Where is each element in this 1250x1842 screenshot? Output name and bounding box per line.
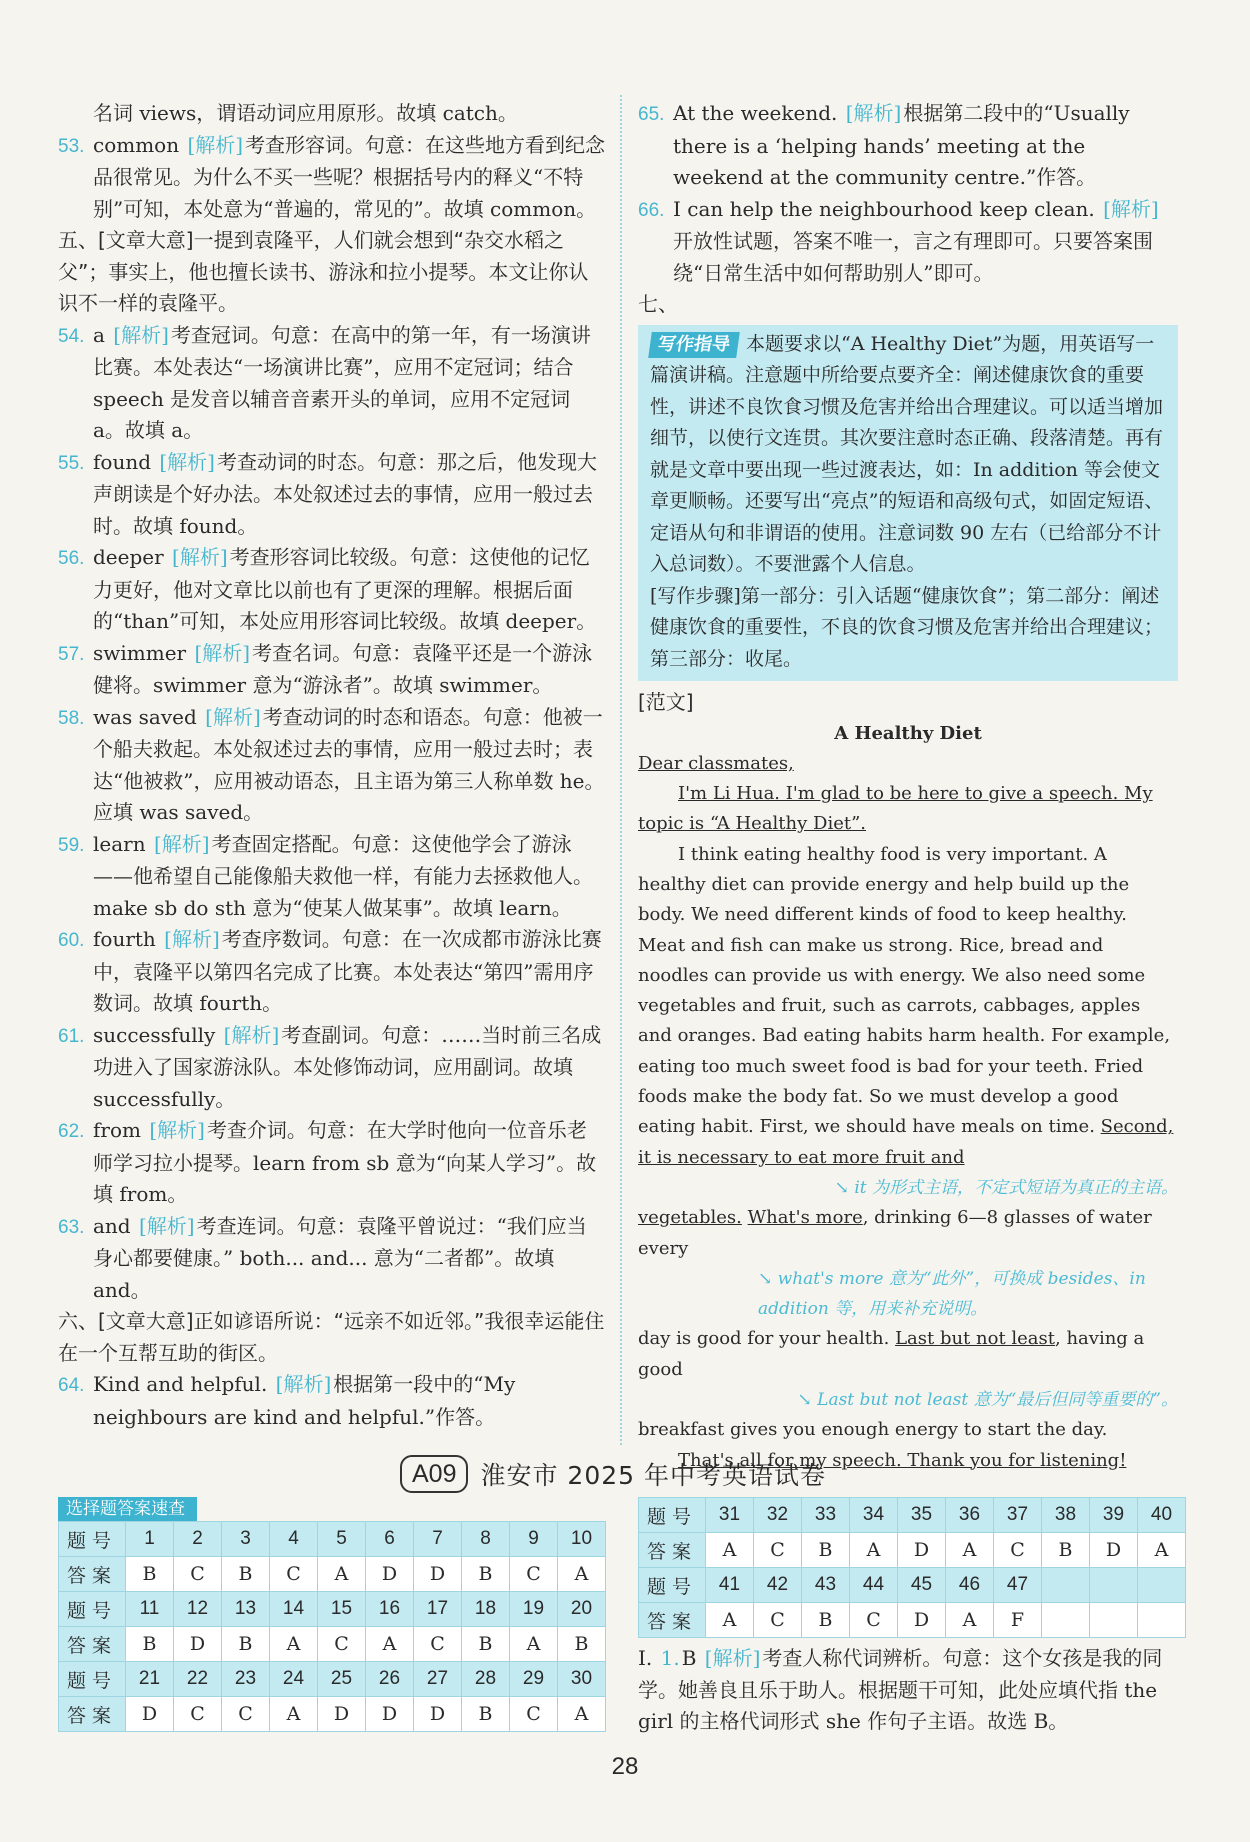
question-number-cell: 34 [850,1498,898,1533]
question-number-cell: 12 [174,1592,222,1627]
answer-cell: A [706,1603,754,1638]
answer-55: 55. found [解析] 考查动词的时态。句意：那之后，他发现大声朗读是个好办法。本处叙述过去的事情，应用一般过去时。故填 found。 [58,449,597,538]
question-number-cell: 22 [174,1662,222,1697]
question-number-cell: 1 [126,1522,174,1557]
answer-cell: C [318,1627,366,1662]
answer-cell: D [318,1697,366,1732]
answer-row [59,1627,606,1662]
question-number-cell: 26 [366,1662,414,1697]
answer-cell: D [174,1627,222,1662]
answer-58: 58. was saved [解析] 考查动词的时态和语态。句意：他被一个船夫救起。本处叙述过去的事情，应用一般过去时；表达“他被救”，应用被动语态，且主语为第三人称单数 he。应填 was saved。 [58,704,605,824]
question-number-row [59,1662,606,1697]
answer-cell: A [270,1627,318,1662]
answer-cell: D [414,1697,462,1732]
answer-cell: C [174,1697,222,1732]
answer-cell: A [558,1557,606,1592]
answer-cell: B [1042,1533,1090,1568]
writing-guide-box [638,325,1178,682]
answer-header: 答案 [59,1557,126,1592]
answer-cell: D [1090,1533,1138,1568]
question-number-cell: 30 [558,1662,606,1697]
answer-cell: B [802,1533,850,1568]
question-number-cell: 3 [222,1522,270,1557]
question-number-cell: 39 [1090,1498,1138,1533]
question-number-row [639,1568,1186,1603]
question-number-cell: 6 [366,1522,414,1557]
question-number-cell: 11 [126,1592,174,1627]
essay-note-1: ↘ it 为形式主语，不定式短语为真正的主语。 [834,1177,1178,1198]
answer-table-left [58,1521,606,1732]
answer-header: 答案 [639,1533,706,1568]
answer-cell: A [706,1533,754,1568]
question-number-cell: 40 [1138,1498,1186,1533]
question-number-cell [1090,1568,1138,1603]
answer-cell: A [318,1557,366,1592]
essay-paragraph-2-end: breakfast gives you enough energy to start the day. [638,1419,1108,1441]
question-number-cell: 13 [222,1592,270,1627]
essay-note-3: ↘ Last but not least 意为“最后但同等重要的”。 [797,1390,1178,1411]
answer-cell: B [802,1603,850,1638]
answer-56: 56. deeper [解析] 考查形容词比较级。句意：这使他的记忆力更好，他对文章比以前也有了更深的理解。根据后面的“than”可知，本处应用形容词比较级。故填 deeper。 [58,545,597,633]
answer-cell: C [510,1697,558,1732]
answer-cell: C [414,1627,462,1662]
answer-cell: A [946,1533,994,1568]
question-number-cell: 19 [510,1592,558,1627]
sample-essay [638,719,1178,1476]
answer-65: 65. At the weekend. [解析] 根据第二段中的“Usually there is a ‘helping hands’ meeting at the weekend at the community centre.”作答。 [638,101,1130,189]
answer-cell: F [994,1603,1042,1638]
section-7-label: 七、 [638,292,678,316]
question-number-cell: 18 [462,1592,510,1627]
question-number-header: 题号 [639,1498,706,1533]
answer-cell: A [366,1627,414,1662]
question-number-cell [1042,1568,1090,1603]
answer-cell: B [462,1557,510,1592]
question-number-cell: 41 [706,1568,754,1603]
answer-cell: B [558,1627,606,1662]
answer-cell: D [414,1557,462,1592]
essay-paragraph-2-cont-2: day is good for your health. Last but not least, having a good [638,1328,1145,1380]
answer-cell: B [462,1697,510,1732]
question-number-cell: 10 [558,1522,606,1557]
answer-cell: C [270,1557,318,1592]
question-number-cell: 32 [754,1498,802,1533]
answer-cell: A [1138,1533,1186,1568]
question-number-header: 题号 [59,1662,126,1697]
answer-row [59,1697,606,1732]
answer-cell: C [510,1557,558,1592]
question-number-cell: 28 [462,1662,510,1697]
question-number-row [639,1498,1186,1533]
question-number-header: 题号 [639,1568,706,1603]
exam-code: A09 [400,1455,468,1493]
answer-61: 61. successfully [解析] 考查副词。句意：……当时前三名成功进入了国家游泳队。本处修饰动词，应用副词。故填 successfully。 [58,1022,602,1111]
writing-steps-text: 第一部分：引入话题“健康饮食”；第二部分：阐述健康饮食的重要性，不良的饮食习惯及危害并给出合理建议；第三部分：收尾。 [650,584,1164,670]
right-column [638,98,1178,1476]
question-number-header: 题号 [59,1522,126,1557]
question-number-row [59,1592,606,1627]
answer-cell: A [558,1697,606,1732]
answer-cell: D [898,1603,946,1638]
question-number-cell: 4 [270,1522,318,1557]
section-5-summary: 五、[文章大意]一提到袁隆平，人们就会想到“杂交水稻之父”；事实上，他也擅长读书、游泳和拉小提琴。本文让你认识不一样的袁隆平。 [58,228,589,315]
question-number-cell: 42 [754,1568,802,1603]
essay-paragraph-2-cont: vegetables. What's more, drinking 6—8 glasses of water every [638,1207,1152,1259]
sample-essay-tag: [范文] [638,690,694,714]
question-number-cell: 5 [318,1522,366,1557]
question-number-cell: 2 [174,1522,222,1557]
question-number-cell: 33 [802,1498,850,1533]
question-number-cell: 20 [558,1592,606,1627]
question-number-cell: 46 [946,1568,994,1603]
answer-cell: A [510,1627,558,1662]
answer-cell: D [366,1697,414,1732]
answer-cell [1138,1603,1186,1638]
answer-cell: C [754,1533,802,1568]
question-number-cell: 29 [510,1662,558,1697]
essay-closing: That's all for my speech. Thank you for listening! [678,1449,1127,1471]
question-number-cell: 7 [414,1522,462,1557]
essay-paragraph-1: I'm Li Hua. I'm glad to be here to give a speech. My topic is “A Healthy Diet”. [638,783,1153,835]
question-number-cell: 36 [946,1498,994,1533]
answer-cell [1090,1603,1138,1638]
question-number-cell: 27 [414,1662,462,1697]
answer-62: 62. from [解析] 考查介词。句意：在大学时他向一位音乐老师学习拉小提琴。learn from sb 意为“向某人学习”。故填 from。 [58,1118,597,1206]
essay-note-2: ↘ what's more 意为“此外”，可换成 besides、in addition 等，用来补充说明。 [758,1268,1146,1320]
section-6-summary: 六、[文章大意]正如谚语所说：“远亲不如近邻。”我很幸运能住在一个互帮互助的街区。 [58,1309,605,1365]
answer-header: 答案 [59,1697,126,1732]
answer-59: 59. learn [解析] 考查固定搭配。句意：这使他学会了游泳——他希望自己能像船夫救他一样，有能力去拯救他人。make sb do sth 意为“使某人做某事”。故填 learn。 [58,831,593,920]
answer-cell: A [270,1697,318,1732]
answer-54: 54. a [解析] 考查冠词。句意：在高中的第一年，有一场演讲比赛。本处表达“一场演讲比赛”，应用不定冠词；结合 speech 是发音以辅音音素开头的单词，应用不定冠词 a。故填 a。 [58,322,591,442]
question-number-cell: 24 [270,1662,318,1697]
answer-63: 63. and [解析] 考查连词。句意：袁隆平曾说过：“我们应当身心都要健康。” both... and... 意为“二者都”。故填 and。 [58,1213,587,1302]
answer-cell: C [850,1603,898,1638]
answer-cell: B [222,1627,270,1662]
answer-header: 答案 [639,1603,706,1638]
answer-row [639,1603,1186,1638]
answer-cell: C [222,1697,270,1732]
question-number-cell: 45 [898,1568,946,1603]
continued-explanation: 名词 views，谓语动词应用原形。故填 catch。 [93,101,518,125]
question-number-cell: 15 [318,1592,366,1627]
answer-row [59,1557,606,1592]
essay-greeting: Dear classmates, [638,752,794,774]
answer-cell: B [126,1627,174,1662]
answer-cell: C [994,1533,1042,1568]
answer-cell: A [946,1603,994,1638]
question-number-cell: 43 [802,1568,850,1603]
answer-cell: B [222,1557,270,1592]
writing-steps-tag: [写作步骤] [650,584,741,607]
question-number-row [59,1522,606,1557]
writing-guide-badge: 写作指导 [648,332,740,358]
answer-53: 53. common [解析] 考查形容词。句意：在这些地方看到纪念品很常见。为什么不买一些呢？根据括号内的释义“不特别”可知，本处意为“普遍的，常见的”。故填 common。 [58,132,606,221]
column-divider [620,95,622,1445]
answer-cell: C [754,1603,802,1638]
question-number-cell: 38 [1042,1498,1090,1533]
answer-1-explanation: Ⅰ. 1. B [解析] 考查人称代词辨析。句意：这个女孩是我的同学。她善良且乐于助人。根据题干可知，此处应填代指 the girl 的主格代词形式 she 作句子主语。故选 B。 [638,1646,1163,1733]
question-number-cell: 16 [366,1592,414,1627]
page-number: 28 [611,1753,639,1780]
writing-guide-text: 本题要求以“A Healthy Diet”为题，用英语写一篇演讲稿。注意题中所给要点要齐全：阐述健康饮食的重要性，讲述不良饮食习惯及危害并给出合理建议。可以适当增加细节，以使行文连贯。其次要注意时态正确、段落清楚。再有就是文章中要出现一些过渡表达，如：In addition 等会使文章更顺畅。还要写出“亮点”的短语和高级句式，如固定短语、定语从句和非谓语的使用。注意词数 90 左右（已给部分不计入总词数）。不要泄露个人信息。 [650,332,1164,575]
answer-60: 60. fourth [解析] 考查序数词。句意：在一次成都市游泳比赛中，袁隆平以第四名完成了比赛。本处表达“第四”需用序数词。故填 fourth。 [58,927,602,1015]
left-column [58,98,606,1433]
question-number-cell: 23 [222,1662,270,1697]
question-number-cell: 21 [126,1662,174,1697]
answer-row [639,1533,1186,1568]
answer-66: 66. I can help the neighbourhood keep clean. [解析]开放性试题，答案不唯一，言之有理即可。只要答案围绕“日常生活中如何帮助别人”即可。 [638,196,1159,285]
question-number-cell: 35 [898,1498,946,1533]
answer-cell [1042,1603,1090,1638]
answer-cell: D [366,1557,414,1592]
exam-title: 淮安市 2025 年中考英语试卷 [480,1461,827,1490]
question-number-header: 题号 [59,1592,126,1627]
answer-table-right [638,1497,1186,1638]
exam-banner [400,1455,826,1493]
question-number-cell: 37 [994,1498,1042,1533]
answer-cell: C [174,1557,222,1592]
essay-paragraph-2: I think eating healthy food is very important. A healthy diet can provide energy and help build up the body. We need different kinds of food to keep healthy. Meat and fish can make us strong. Rice, bread and noodles can provide us with energy. We also need some vegetables and fruit, such as carrots, cabbages, apples and oranges. Bad eating habits harm health. For example, eating too much sweet food is bad for your teeth. Fried foods make the body fat. So we must develop a good eating habit. First, we should have meals on time. Second, it is necessary to eat more fruit and [638,843,1174,1168]
question-number-cell: 8 [462,1522,510,1557]
answer-cell: D [898,1533,946,1568]
question-number-cell: 17 [414,1592,462,1627]
question-number-cell [1138,1568,1186,1603]
question-number-cell: 9 [510,1522,558,1557]
question-number-cell: 25 [318,1662,366,1697]
answer-header: 答案 [59,1627,126,1662]
quick-answer-label: 选择题答案速查 [58,1497,197,1521]
question-number-cell: 44 [850,1568,898,1603]
answer-cell: D [126,1697,174,1732]
answer-64: 64. Kind and helpful. [解析] 根据第一段中的“My neighbours are kind and helpful.”作答。 [58,1372,516,1429]
essay-title: A Healthy Diet [834,722,982,744]
answer-cell: B [126,1557,174,1592]
answer-57: 57. swimmer [解析] 考查名词。句意：袁隆平还是一个游泳健将。swimmer 意为“游泳者”。故填 swimmer。 [58,640,593,697]
question-number-cell: 14 [270,1592,318,1627]
question-number-cell: 47 [994,1568,1042,1603]
question-number-cell: 31 [706,1498,754,1533]
answer-cell: A [850,1533,898,1568]
answer-cell: B [462,1627,510,1662]
